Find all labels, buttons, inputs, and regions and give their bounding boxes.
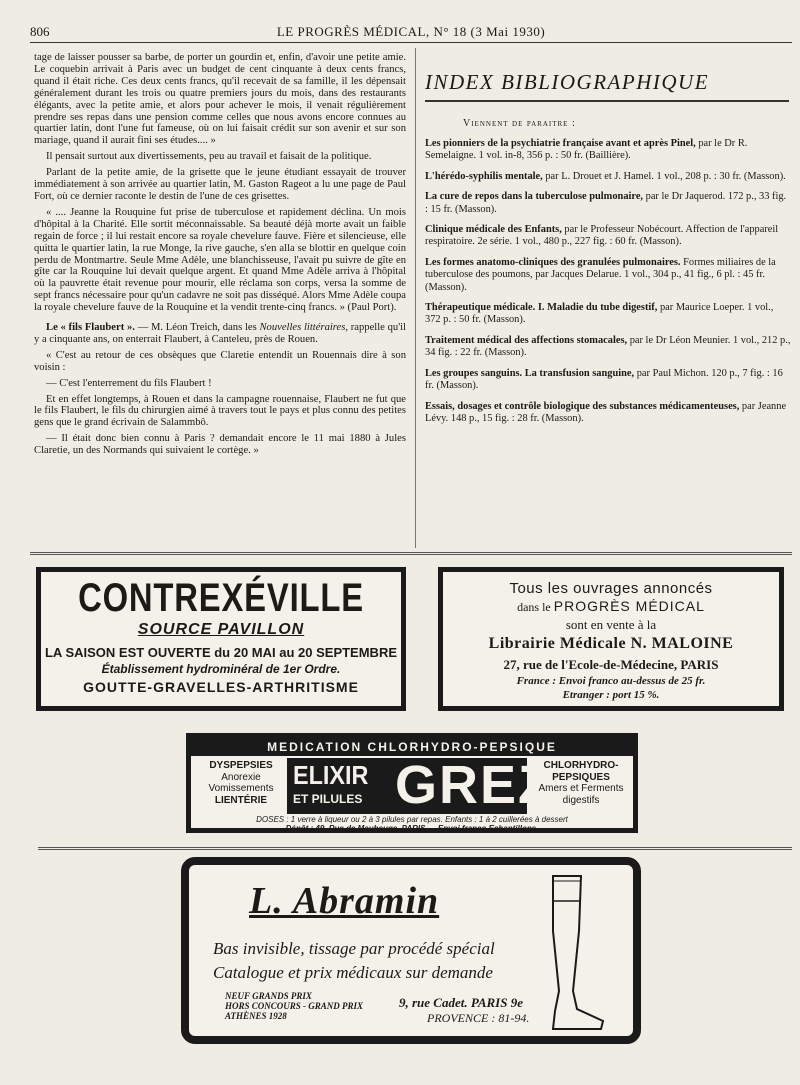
ad-line: sont en vente à la xyxy=(565,617,657,632)
ad-depot: Dépôt : 49, Rue de Maubeuge, PARIS — Envoi franco Echantillons. xyxy=(285,824,539,833)
index-title: INDEX BIBLIOGRAPHIQUE xyxy=(425,70,789,102)
section-lead: Le « fils Flaubert ». xyxy=(46,322,135,334)
paragraph: Parlant de la petite amie, de la grisette que le jeune étudiant essayait de trouver immédiatement à son arrivée au quartier latin, M. Gaston Rageot a lu une page de Paul Fort, où ce dernier raconte le destin de l'une de ces grisettes. xyxy=(34,167,406,202)
ad-doses: DOSES : 1 verre à liqueur ou 2 à 3 pilules par repas. Enfants : 1 à 2 cuillerées à dessert xyxy=(256,815,568,824)
ad-brand: GREZ xyxy=(395,755,554,815)
maloine-ad xyxy=(438,567,784,711)
abramin-ad xyxy=(181,857,641,1044)
article-column xyxy=(34,52,406,461)
header-rule xyxy=(30,42,792,43)
ad-indications-left: DYSPEPSIES Anorexie Vomissements LIENTÉRIE xyxy=(208,760,274,806)
ad-awards: NEUF GRANDS PRIX HORS CONCOURS - GRAND PRIX ATHÈNES 1928 xyxy=(225,991,364,1021)
ad-season: LA SAISON EST OUVERTE du 20 MAI au 20 SEPTEMBRE xyxy=(44,645,398,660)
contrexeville-ad xyxy=(36,567,406,711)
ad-indications-right: CHLORHYDRO- PEPSIQUES Amers et Ferments digestifs xyxy=(538,760,624,806)
section-separator xyxy=(38,847,792,850)
index-entry: Essais, dosages et contrôle biologique des substances médicamenteuses, par Jeanne Lévy. 148 p., 15 fig. : 28 fr. (Masson). xyxy=(425,400,787,424)
page-number: 806 xyxy=(30,24,50,39)
column-divider xyxy=(415,48,416,548)
ad-brand: CONTREXÉVILLE xyxy=(78,576,364,620)
index-entry: Les groupes sanguins. La transfusion sanguine, par Paul Michon. 120 p., 7 fig. : 16 fr. (Masson). xyxy=(425,367,783,392)
ad-brand: L. Abramin xyxy=(249,880,440,922)
ad-phone: PROVENCE : 81-94. xyxy=(427,1011,530,1025)
ad-establishment: Établissement hydrominéral de 1er Ordre. xyxy=(101,662,341,676)
stocking-leg-icon xyxy=(523,871,613,1031)
index-entry: Traitement médical des affections stomacales, par le Dr Léon Meunier. 1 vol., 212 p., 34 fig. : 22 fr. (Masson). xyxy=(425,334,791,359)
paragraph: — Il était donc bien connu à Paris ? demandait encore le 11 mai 1880 à Jules Claretie, un des Normands qui suivaient le cortège. » xyxy=(34,433,406,457)
paragraph: Le « fils Flaubert ». — M. Léon Treich, dans les Nouvelles littéraires, rappelle qu'il y a cinquante ans, on enterrait Flaubert, à Canteleu, près de Rouen. xyxy=(34,322,406,345)
grez-ad xyxy=(186,733,638,833)
ad-pilules: ET PILULES xyxy=(293,792,363,806)
index-entry: Les pionniers de la psychiatrie française avant et après Pinel, par le Dr R. Semelaigne. 1 vol. in-8, 356 p. : 50 fr. (Baillière). xyxy=(425,138,748,162)
paragraph: Il pensait surtout aux divertissements, peu au travail et faisait de la politique. xyxy=(46,151,372,163)
ad-address: 27, rue de l'Ecole-de-Médecine, PARIS xyxy=(503,657,719,672)
index-entry: Les formes anatomo-cliniques des granulées pulmonaires. Formes miliaires de la tuberculose des poumons, par Jacques Delarue. 1 vol., 304 p., 41 fig., 6 pl. : 45 fr. (Masson). xyxy=(425,256,776,293)
paragraph: tage de laisser pousser sa barbe, de porter un gourdin et, enfin, d'avoir une petite amie. Le coquebin arrivait à Paris avec un budget de cent cinquante à deux cents francs, quand il était riche. Ces deux cents francs, qu'il recevait de sa famille, il les dépensait généralement durant les trois ou quatre premiers jours du mois, dans des restaurants élégants, avec la petite amie, et alors pour achever le mois, il venait régulièrement prendre ses repas dans une pension comme celles que nous avons encore connues au quartier latin, dont l'une fut fameuse, où on lui faisait crédit sur son avenir et sur son mariage, quand il aurait fini ses études.... » xyxy=(34,52,406,147)
ad-line: Tous les ouvrages annoncés xyxy=(509,580,713,597)
ad-line: France : Envoi franco au-dessus de 25 fr. xyxy=(516,675,706,687)
index-subtitle: Viennent de paraitre : xyxy=(463,118,576,129)
journal-title: LE PROGRÈS MÉDICAL, N° 18 (3 Mai 1930) xyxy=(276,24,546,39)
paragraph: « .... Jeanne la Rouquine fut prise de tuberculose et rapidement déclina. Un mois d'hôpital à la Charité. Elle sortit méconnaissable. Sa beauté déjà morte avait un faible regain de force ; il lui restait encore sa royale chevelure fauve. Fière et silencieuse, elle quitta le quartier latin, la rue Monge, la rive gauche, s'en alla se blottir en quelque coin perdu de Montmartre. Seule Mme Adèle, une blanchisseuse, l'avait pu suivre de gîte en gîte car la Rouquine lui devait quelque argent. Et quand Mme Adèle arriva à l'hôpital où la pauvrette était revenue pour mourir, elle réclama son corps, versa la somme de sept francs nécessaire pour qu'un cadavre ne soit pas disséqué. Alors Mme Adèle coupa la royale chevelure fauve de la Rouquine et la vendit trente-cinq francs. » (Paul Port). xyxy=(34,206,406,314)
index-entry: Clinique médicale des Enfants, par le Professeur Nobécourt. Affection de l'appareil respiratoire. 2e série. 1 vol., 480 p., 227 fig. : 60 fr. (Masson). xyxy=(425,224,779,248)
ad-bookshop: Librairie Médicale N. MALOINE xyxy=(488,635,734,652)
section-separator xyxy=(30,552,792,555)
ad-banner: MEDICATION CHLORHYDRO-PEPSIQUE xyxy=(191,738,633,756)
ad-line: dans le PROGRÈS MÉDICAL xyxy=(517,598,705,614)
index-entries xyxy=(425,138,791,433)
paragraph: Et en effet longtemps, à Rouen et dans la campagne rouennaise, Flaubert ne fut que le fils Flaubert, le fils du chirurgien aimé à travers tout le pays et plus connu des petites gens que le grand écrivain de Salammbô. xyxy=(34,393,406,429)
ad-line: Bas invisible, tissage par procédé spécial xyxy=(213,939,495,958)
ad-brand-block xyxy=(287,755,554,815)
ad-source: SOURCE PAVILLON xyxy=(137,621,305,638)
index-entry: L'hérédo-syphilis mentale, par L. Drouet et J. Hamel. 1 vol., 208 p. : 30 fr. (Masson). xyxy=(425,170,786,182)
ad-line: Etranger : port 15 %. xyxy=(562,689,660,701)
paragraph: — C'est l'enterrement du fils Flaubert ! xyxy=(46,377,212,389)
paragraph: « C'est au retour de ces obsèques que Claretie entendit un Rouennais dire à son voisin : xyxy=(34,349,406,373)
ad-address: 9, rue Cadet. PARIS 9e xyxy=(399,995,523,1010)
index-entry: La cure de repos dans la tuberculose pulmonaire, par le Dr Jaquerod. 172 p., 33 fig. : 15 fr. (Masson). xyxy=(425,191,787,215)
ad-elixir: ELIXIR xyxy=(293,760,369,790)
ad-line: Catalogue et prix médicaux sur demande xyxy=(213,963,493,982)
index-entry: Thérapeutique médicale. I. Maladie du tube digestif, par Maurice Loeper. 1 vol., 372 p. : 50 fr. (Masson). xyxy=(425,302,774,326)
ad-indications: GOUTTE-GRAVELLES-ARTHRITISME xyxy=(83,679,359,695)
